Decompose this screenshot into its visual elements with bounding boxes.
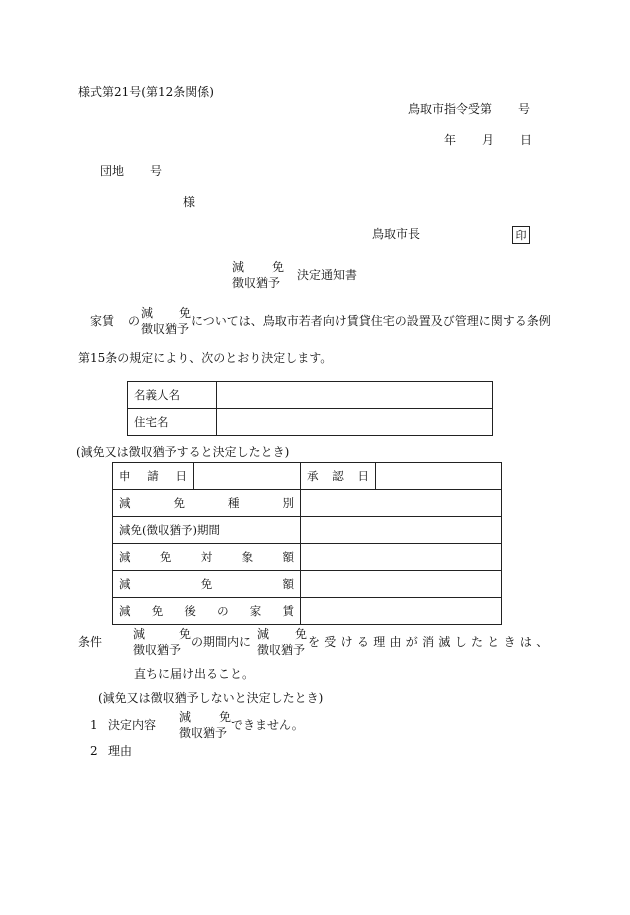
table-row [113,598,502,625]
reduction-amount-value[interactable] [301,571,502,598]
title-text: 決定通知書 [297,268,358,282]
reduction-amount-label [113,571,301,598]
date-month: 月 [482,133,495,147]
decision-table [112,462,502,625]
approval-date-label-text: 承 認 日 [307,469,369,483]
approval-date-value[interactable] [376,463,502,490]
body-rent: 家賃 [90,314,115,328]
reduction-target-label [113,544,301,571]
holder-name-label-text: 名 義 人 名 [134,388,180,402]
body-line2: 第15条の規定により、次のとおり決定します。 [78,351,333,365]
condition-mid: の期間内に [191,635,252,649]
denied-item1-num: 1 [90,718,98,732]
condition-gen-1: 減 [133,627,146,641]
label-spread [119,495,294,511]
reduction-target-value[interactable] [301,544,502,571]
table-row [128,409,493,436]
reduction-type-value[interactable] [301,490,502,517]
issue-date [444,134,532,146]
application-date-label-text: 申 請 日 [119,469,187,483]
table-row [113,544,502,571]
reduction-period-label [113,517,301,544]
denied-item1-tail: できません。 [231,718,304,732]
reduction-period-value[interactable] [301,517,502,544]
section-approved: (減免又は徴収猶予すると決定したとき) [76,445,290,459]
title-stack [232,261,284,289]
date-year: 年 [444,133,457,147]
condition-stack-1 [133,628,191,656]
reduction-amount-label-text: 減 免 額 [119,577,294,591]
label-spread [119,603,294,619]
label-spread [307,468,369,484]
housing-name-label [128,409,217,436]
table-row [113,490,502,517]
application-date-label [113,463,194,490]
label-spread [119,576,294,592]
address-danchi: 団地 [100,164,125,178]
holder-name-label [128,382,217,409]
denied-choshu: 徴収猶予 [179,726,228,740]
reduction-period-label-text: 減免(徴収猶予)期間 [119,523,220,537]
reference-number [408,103,530,115]
denied-stack [179,711,231,739]
condition-stack-2 [257,628,307,656]
denied-gen: 減 [179,710,192,724]
body-stack [141,307,191,335]
title-choshu: 徴収猶予 [232,276,281,290]
body-gen: 減 [141,306,154,320]
holder-table [127,381,493,436]
seal-mark: 印 [512,226,530,244]
reduction-target-label-text: 減 免 対 象 額 [119,550,294,564]
housing-name-value[interactable] [217,409,493,436]
label-spread [134,414,169,430]
section-denied: (減免又は徴収猶予しないと決定したとき) [98,691,324,705]
table-row [113,571,502,598]
table-row [128,382,493,409]
issuer-name: 鳥取市長 [372,227,421,241]
table-row [113,463,502,490]
approval-date-label [301,463,376,490]
rent-after-value[interactable] [301,598,502,625]
condition-choshu-1: 徴収猶予 [133,643,182,657]
body-men: 免 [178,306,191,320]
condition-line2: 直ちに届け出ること。 [134,667,255,681]
denied-item1-label: 決定内容 [108,718,157,732]
condition-choshu-2: 徴収猶予 [257,643,306,657]
denied-reason-label: 理由 [108,744,133,758]
rent-after-label [113,598,301,625]
condition-label: 条件 [78,635,103,649]
title-gen: 減 [232,260,245,274]
address-gou: 号 [150,164,163,178]
honorific: 様 [183,195,196,209]
reduction-type-label-text: 減 免 種 別 [119,496,294,510]
holder-name-value[interactable] [217,382,493,409]
condition-tail: を受ける理由が消滅したときは、 [308,635,553,649]
rent-after-label-text: 減 免 後 の 家 賃 [119,604,294,618]
label-spread [119,549,294,565]
denied-men: 免 [218,710,231,724]
date-day: 日 [520,133,533,147]
denied-item2-num: 2 [90,744,98,758]
label-spread [119,468,187,484]
denied-item2-label [108,745,132,757]
application-date-value[interactable] [194,463,301,490]
condition-gen-2: 減 [257,627,270,641]
reference-prefix: 鳥取市指令受第 [408,102,493,116]
reduction-type-label [113,490,301,517]
table-row [113,517,502,544]
label-spread [134,387,180,403]
recipient-address [100,165,162,177]
body-no: の [128,314,141,328]
condition-men-2: 免 [294,627,307,641]
reference-suffix: 号 [518,102,531,116]
form-number: 様式第21号(第12条関係) [78,85,214,99]
condition-men-1: 免 [178,627,191,641]
housing-name-label-text: 住 宅 名 [134,415,169,429]
title-men: 免 [271,260,284,274]
body-choshu: 徴収猶予 [141,322,190,336]
body-line1-rest: については、鳥取市若者向け賃貸住宅の設置及び管理に関する条例 [191,314,551,328]
